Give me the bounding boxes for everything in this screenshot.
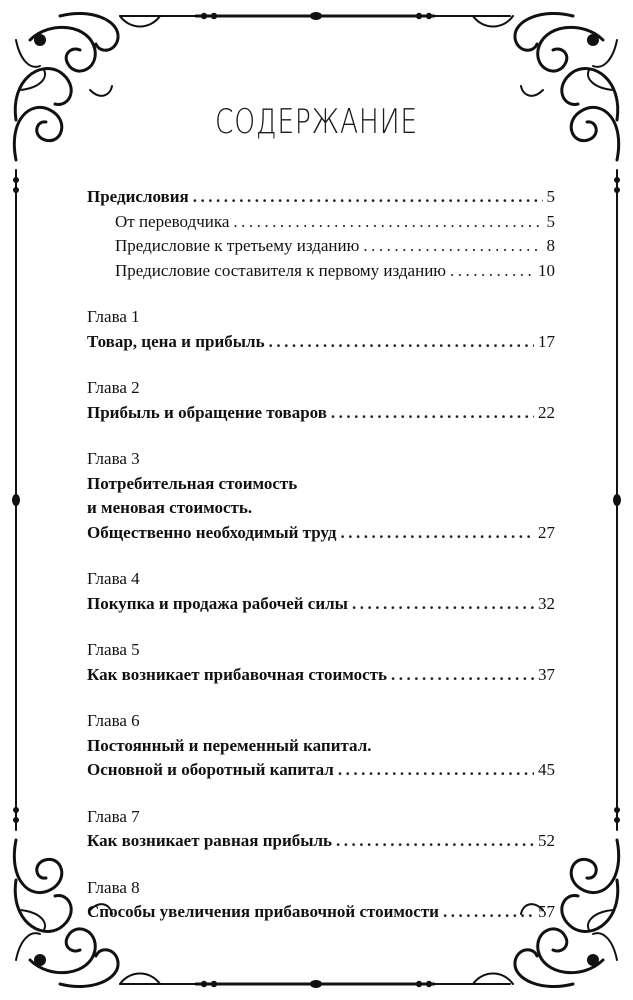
toc-page-number: 32 bbox=[538, 593, 555, 613]
toc-page-number: 5 bbox=[546, 187, 555, 206]
toc-entry-third-edition[interactable] bbox=[87, 234, 555, 259]
toc-page-number: 45 bbox=[538, 760, 555, 779]
toc-entry-chapter-2[interactable] bbox=[87, 401, 555, 426]
toc-entry-label: Предисловие к третьему изданию bbox=[115, 236, 360, 255]
toc-page-number: 27 bbox=[538, 522, 555, 542]
toc-entry-chapter-6[interactable] bbox=[87, 758, 555, 783]
toc-entry-label: Как возникает равная прибыль bbox=[87, 831, 333, 850]
chapter-heading: Глава 3 bbox=[87, 449, 140, 468]
toc-entry-label: Общественно необходимый труд bbox=[87, 522, 337, 542]
toc-page-number: 22 bbox=[538, 402, 555, 422]
toc-page-number: 52 bbox=[538, 831, 555, 850]
table-of-contents bbox=[87, 185, 555, 925]
dot-leader bbox=[233, 210, 542, 235]
toc-entry-label: Как возникает прибавочная стоимость bbox=[87, 664, 388, 684]
toc-page-number: 37 bbox=[538, 664, 555, 684]
toc-entry-chapter-5[interactable] bbox=[87, 663, 555, 688]
toc-entry-line: Потребительная стоимость bbox=[87, 473, 298, 493]
dot-leader bbox=[443, 900, 534, 925]
dot-leader bbox=[391, 663, 534, 688]
toc-entry-label: От переводчика bbox=[115, 211, 230, 231]
dot-leader bbox=[340, 521, 534, 546]
toc-page-number: 17 bbox=[538, 331, 555, 351]
dot-leader bbox=[331, 401, 534, 426]
dot-leader bbox=[352, 592, 534, 617]
toc-page-number: 57 bbox=[538, 902, 555, 921]
toc-entry-chapter-3[interactable] bbox=[87, 521, 555, 546]
dot-leader bbox=[193, 185, 543, 210]
toc-entry-label: Предисловия bbox=[87, 187, 189, 206]
toc-entry-line: и меновая стоимость. bbox=[87, 498, 253, 517]
toc-entry-chapter-8[interactable] bbox=[87, 900, 555, 925]
toc-entry-label: Основной и оборотный капитал bbox=[87, 760, 334, 779]
toc-entry-label: Прибыль и обращение товаров bbox=[87, 402, 327, 422]
toc-entry-first-edition[interactable] bbox=[87, 259, 555, 284]
toc-entry-label: Предисловие составителя к первому изданию bbox=[115, 260, 446, 280]
chapter-heading: Глава 6 bbox=[87, 711, 140, 730]
dot-leader bbox=[363, 234, 542, 259]
dot-leader bbox=[269, 330, 534, 355]
toc-entry-label: Способы увеличения прибавочной стоимости bbox=[87, 902, 439, 921]
toc-entry-chapter-7[interactable] bbox=[87, 829, 555, 854]
toc-entry-translator[interactable] bbox=[87, 210, 555, 235]
toc-entry-label: Покупка и продажа рабочей силы bbox=[87, 593, 348, 613]
chapter-heading: Глава 2 bbox=[87, 378, 140, 397]
toc-entry-chapter-1[interactable] bbox=[87, 330, 555, 355]
toc-entry-label: Товар, цена и прибыль bbox=[87, 331, 265, 351]
toc-entry-line: Постоянный и переменный капитал. bbox=[87, 735, 372, 755]
chapter-heading: Глава 5 bbox=[87, 640, 140, 659]
toc-page-number: 10 bbox=[538, 260, 555, 280]
page-title: СОДЕРЖАНИЕ bbox=[215, 102, 418, 142]
dot-leader bbox=[336, 829, 534, 854]
dot-leader bbox=[338, 758, 534, 783]
toc-page-number: 5 bbox=[546, 211, 555, 231]
dot-leader bbox=[450, 259, 534, 284]
chapter-heading: Глава 4 bbox=[87, 569, 140, 588]
toc-page-number: 8 bbox=[546, 236, 555, 255]
chapter-heading: Глава 1 bbox=[87, 307, 140, 326]
chapter-heading: Глава 7 bbox=[87, 806, 140, 826]
chapter-heading: Глава 8 bbox=[87, 877, 140, 897]
toc-entry-prefaces[interactable] bbox=[87, 185, 555, 210]
toc-entry-chapter-4[interactable] bbox=[87, 592, 555, 617]
